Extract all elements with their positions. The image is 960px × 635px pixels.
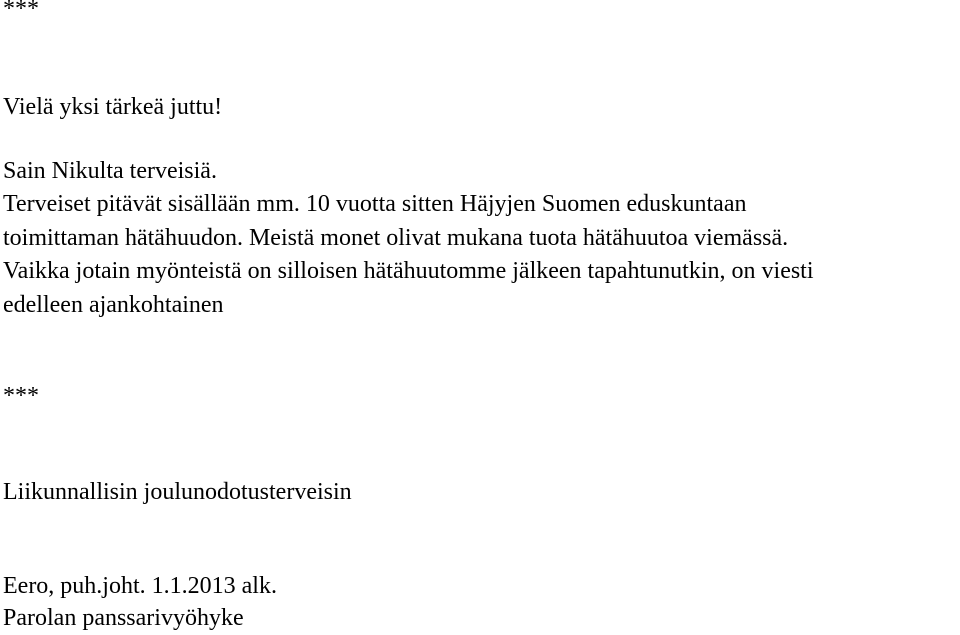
separator-top: *** <box>3 0 39 22</box>
greeting-line: Liikunnallisin joulunodotusterveisin <box>3 479 352 505</box>
body-line: edelleen ajankohtainen <box>3 292 224 318</box>
body-line: toimittaman hätähuudon. Meistä monet olivat mukana tuota hätähuutoa viemässä. <box>3 225 789 251</box>
body-line: Terveiset pitävät sisällään mm. 10 vuotta sitten Häjyjen Suomen eduskuntaan <box>3 191 747 217</box>
signature-line: Eero, puh.joht. 1.1.2013 alk. <box>3 573 277 599</box>
separator-bottom: *** <box>3 383 39 409</box>
body-line: Sain Nikulta terveisiä. <box>3 158 217 184</box>
body-line: Vaikka jotain myönteistä on silloisen hätähuutomme jälkeen tapahtunutkin, on viesti <box>3 258 814 284</box>
signature-line: Parolan panssarivyöhyke <box>3 605 244 631</box>
intro-line: Vielä yksi tärkeä juttu! <box>3 94 223 120</box>
